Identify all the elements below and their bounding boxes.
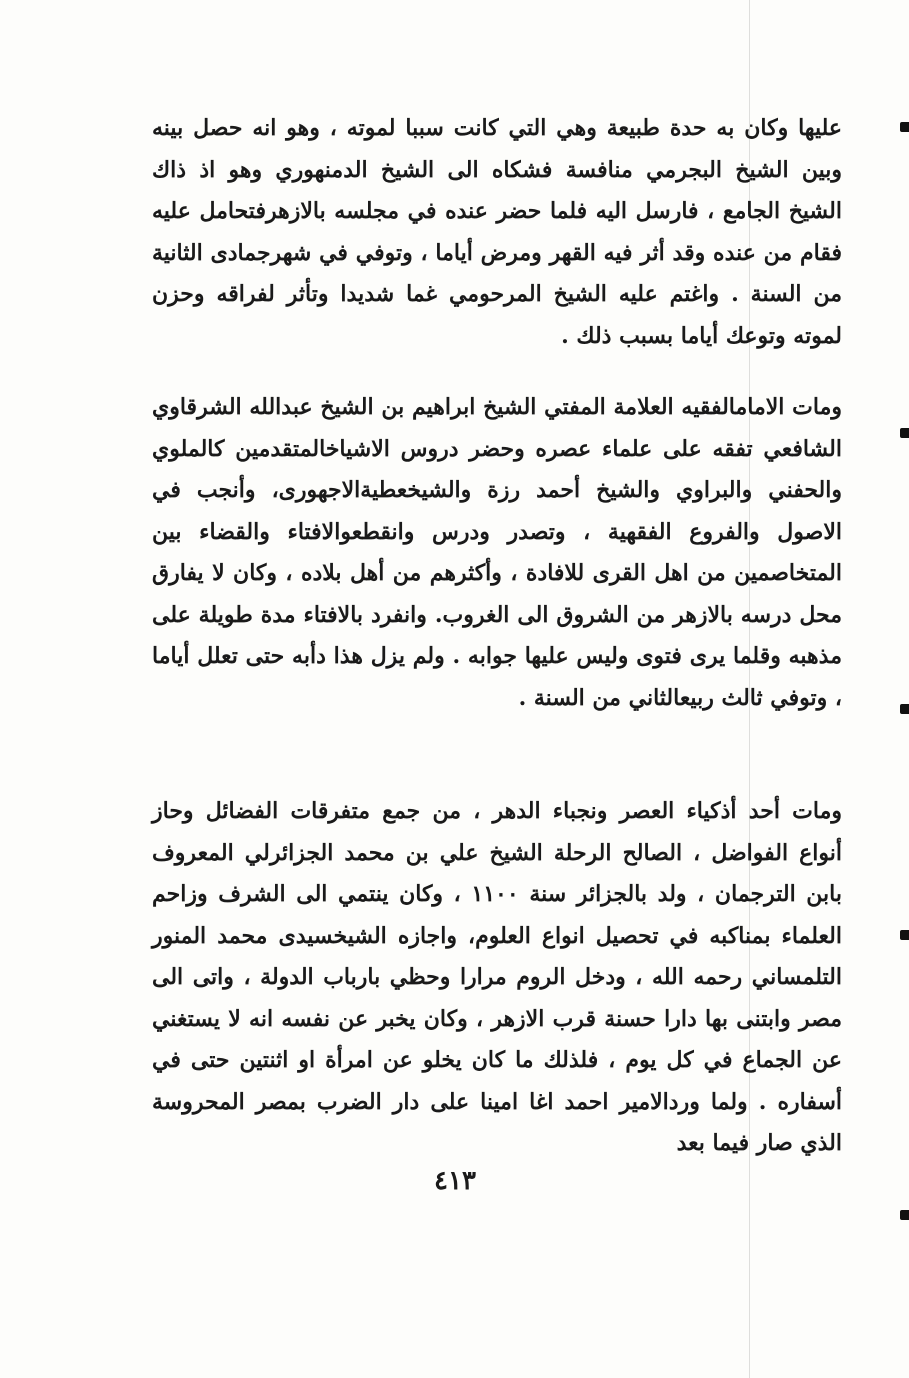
margin-mark [900,122,909,132]
margin-mark [900,1210,909,1220]
margin-mark [900,428,909,438]
paragraph-3: ومات أحد أذكياء العصر ونجباء الدهر ، من جمع متفرقات الفضائل وحاز أنواع الفواضل ، الصالح الرحلة الشيخ علي بن محمد الجزائرلي المعروف بابن الترجمان ، ولد بالجزائر سنة ١١٠٠ ، وكان ينتمي الى الشرف وزاحم العلماء بمناكبه في تحصيل انواع العلوم، واجازه الشيخسيدى محمد المنور التلمساني رحمه الله ، ودخل الروم مرارا وحظي بارباب الدولة ، واتى الى مصر وابتنى بها دارا حسنة قرب الازهر ، وكان يخبر عن نفسه انه لا يستغني عن الجماع في كل يوم ، فلذلك ما كان يخلو عن امرأة او اثنتين حتى في أسفاره . ولما وردالامير احمد اغا امينا على دار الضرب بمصر المحروسة الذي صار فيما بعد [152,798,842,1156]
paragraph-2: ومات الامامالفقيه العلامة المفتي الشيخ ابراهيم بن الشيخ عبدالله الشرقاوي الشافعي تفقه على علماء عصره وحضر دروس الاشياخالمتقدمين كالملوي والحفني والبراوي والشيخ أحمد رزة والشيخعطيةالاجهورى، وأنجب في الاصول والفروع الفقهية ، وتصدر ودرس وانقطعوالافتاء والقضاء بين المتخاصمين من اهل القرى للافادة ، وأكثرهم من أهل بلاده ، وكان لا يفارق محل درسه بالازهر من الشروق الى الغروب. وانفرد بالافتاء مدة طويلة على مذهبه وقلما يرى فتوى وليس عليها جوابه . ولم يزل هذا دأبه حتى تعلل أياما ، وتوفي ثالث ربيعالثاني من السنة . [152,394,843,711]
margin-mark [900,930,909,940]
margin-mark [900,704,909,714]
page-number: ٤١٣ [434,1166,476,1196]
paragraph-1: عليها وكان به حدة طبيعة وهي التي كانت سببا لموته ، وهو انه حصل بينه وبين الشيخ البجرمي منافسة فشكاه الى الشيخ الدمنهوري وهو اذ ذاك الشيخ الجامع ، فارسل اليه فلما حضر عنده في مجلسه بالازهرفتحامل عليه فقام من عنده وقد أثر فيه القهر ومرض أياما ، وتوفي في شهرجمادى الثانية من السنة . واغتم عليه الشيخ المرحومي غما شديدا وتأثر لفراقه وحزن لموته وتوعك أياما بسبب ذلك . [152,115,842,349]
body-text [152,108,842,1165]
